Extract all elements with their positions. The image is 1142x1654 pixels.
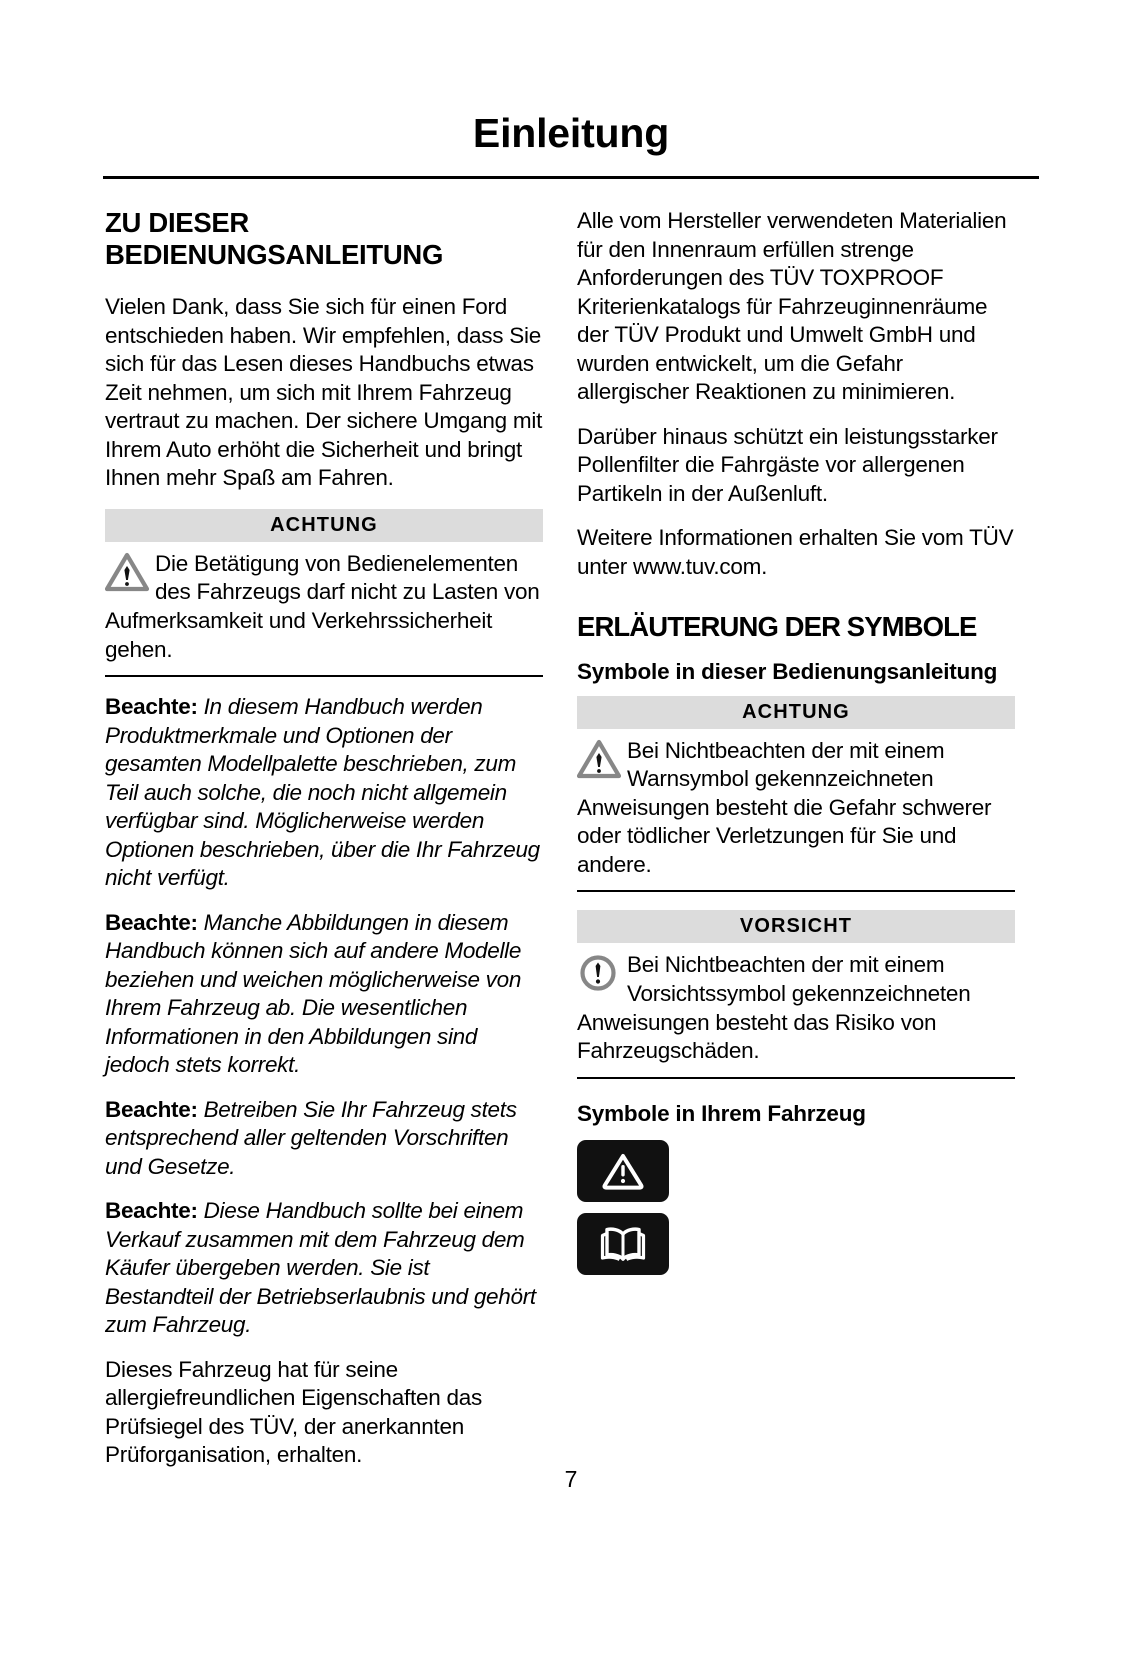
subsection-manual-symbols: Symbole in dieser Bedienungsanleitung bbox=[577, 659, 998, 685]
note-item bbox=[105, 1096, 543, 1182]
warning-triangle-tile-icon bbox=[577, 1140, 669, 1202]
intro-paragraph: Vielen Dank, dass Sie sich für einen Ford entschieden haben. Wir empfehlen, dass Sie sich für das Lesen dieses Handbuchs etwas Zeit nehmen, um sich mit Ihrem Fahrzeug vertraut zu machen. Der sichere Umgang mit Ihrem Auto erhöht die Sicherheit und bringt Ihnen mehr Spaß am Fahren. bbox=[105, 294, 543, 491]
note-lead: Beachte: bbox=[105, 694, 198, 720]
note-text: Diese Handbuch sollte bei einem Verkauf zusammen mit dem Fahrzeug dem Käufer übergeben werden. Sie ist Bestandteil der Betriebserlaubnis und gehört zum Fahrzeug. bbox=[105, 1198, 536, 1338]
warning-bar-label: ACHTUNG bbox=[577, 696, 1015, 729]
subsection-vehicle-symbols: Symbole in Ihrem Fahrzeug bbox=[577, 1100, 866, 1126]
right-paragraph: Darüber hinaus schützt ein leistungsstarker Pollenfilter die Fahrgäste vor allergenen Partikeln in der Außenluft. bbox=[577, 423, 998, 506]
right-section-title: ERLÄUTERUNG DER SYMBOLE bbox=[577, 611, 977, 643]
open-book-tile-icon bbox=[577, 1213, 669, 1275]
caution-box-body bbox=[577, 943, 1015, 1078]
right-paragraph: Alle vom Hersteller verwendeten Materialien für den Innenraum erfüllen strenge Anforderungen des TÜV TOXPROOF Kriterienkatalogs für Fahrzeuginnenräume der TÜV Produkt und Umwelt GmbH und wurden entwickelt, um die Gefahr allergischer Reaktionen zu minimieren. bbox=[577, 208, 1007, 405]
warning-triangle-icon bbox=[105, 552, 149, 592]
note-text: Manche Abbildungen in diesem Handbuch können sich auf andere Modelle beziehen und weichen möglicherweise von Ihrem Fahrzeug ab. Die wesentlichen Informationen in den Abbildungen sind jedoch stets korrekt. bbox=[105, 909, 522, 1078]
left-section-title: ZU DIESER BEDIENUNGSANLEITUNG bbox=[105, 207, 444, 271]
warning-box-text: Die Betätigung von Bedienelementen des Fahrzeugs darf nicht zu Lasten von Aufmerksamkeit und Verkehrssicherheit gehen. bbox=[105, 550, 540, 662]
warning-box-achtung bbox=[105, 509, 543, 677]
warning-triangle-icon bbox=[577, 739, 621, 779]
warning-box-rule bbox=[577, 890, 1015, 892]
caution-bar-label: VORSICHT bbox=[577, 910, 1015, 943]
note-lead: Beachte: bbox=[105, 1096, 198, 1122]
left-column bbox=[105, 207, 543, 1470]
page-header bbox=[103, 112, 1039, 155]
note-lead: Beachte: bbox=[105, 909, 198, 935]
note-lead: Beachte: bbox=[105, 1198, 198, 1224]
caution-circle-icon bbox=[577, 953, 621, 993]
warning-bar-label: ACHTUNG bbox=[105, 509, 543, 542]
note-item bbox=[105, 693, 543, 893]
page-number: 7 bbox=[564, 1466, 578, 1492]
warning-box-body bbox=[105, 542, 543, 677]
header-divider bbox=[103, 176, 1039, 179]
caution-box-rule bbox=[577, 1077, 1015, 1079]
note-text: Betreiben Sie Ihr Fahrzeug stets entsprechend aller geltenden Vorschriften und Gesetze. bbox=[105, 1096, 517, 1179]
closing-paragraph: Dieses Fahrzeug hat für seine allergiefreundlichen Eigenschaften das Prüfsiegel des TÜV, der anerkannten Prüforganisation, erhalten. bbox=[105, 1356, 483, 1468]
caution-box-text: Bei Nichtbeachten der mit einem Vorsichtssymbol gekennzeichneten Anweisungen besteht das Risiko von Fahrzeugschäden. bbox=[577, 952, 971, 1064]
warning-box-rule bbox=[105, 675, 543, 677]
chapter-title: Einleitung bbox=[472, 110, 670, 156]
right-paragraph: Weitere Informationen erhalten Sie vom TÜV unter www.tuv.com. bbox=[577, 525, 1014, 579]
right-column bbox=[577, 207, 1015, 1286]
caution-box-vorsicht bbox=[577, 910, 1015, 1078]
warning-box-text: Bei Nichtbeachten der mit einem Warnsymbol gekennzeichneten Anweisungen besteht die Gefahr schwerer oder tödlicher Verletzungen für Sie und andere. bbox=[577, 737, 992, 877]
warning-box-achtung bbox=[577, 696, 1015, 893]
vehicle-symbol-tiles bbox=[577, 1140, 1015, 1275]
note-item bbox=[105, 909, 543, 1080]
warning-box-body bbox=[577, 729, 1015, 893]
note-text: In diesem Handbuch werden Produktmerkmale und Optionen der gesamten Modellpalette beschrieben, zum Teil auch solche, die noch nicht allgemein verfügbar sind. Möglicherweise werden Optionen beschrieben, über die Ihr Fahrzeug nicht verfügt. bbox=[105, 694, 540, 891]
note-item bbox=[105, 1197, 543, 1340]
